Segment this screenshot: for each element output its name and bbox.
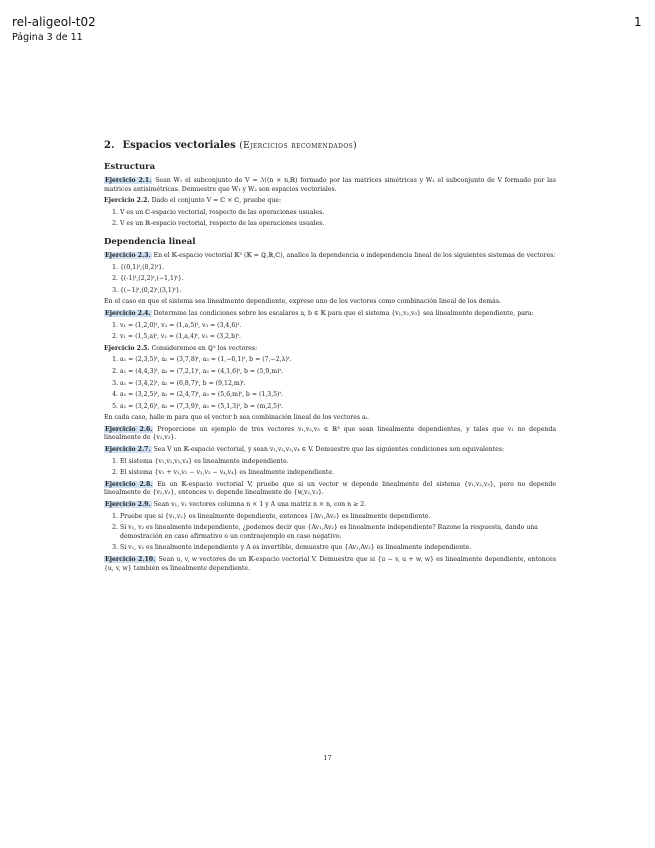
exercise-2-7 — [104, 446, 556, 455]
list-item: 1. Pruebe que si {v₁,v₂} es linealmente dependiente, entonces {Av₁,Av₂} es linealmente dependiente. — [120, 513, 556, 522]
exercise-2-9-list — [104, 513, 556, 553]
list-item: 2. Si v₁, v₂ es linealmente independiente, ¿podemos decir que {Av₁,Av₂} es linealmente independiente? Razone la respuesta, dando una demostración en caso afirmativo o un contraejemplo en caso negativo. — [120, 524, 556, 541]
list-item: 3. a₁ = (3,4,2)ᵗ, a₂ = (6,8,7)ᵗ, b = (9,12,m)ᵗ. — [120, 380, 556, 389]
subsection-dependencia: Dependencia lineal — [104, 236, 196, 247]
exercise-2-2 — [104, 197, 556, 206]
list-item: 5. a₁ = (3,2,6)ᵗ, a₂ = (7,3,9)ᵗ, a₃ = (5,1,3)ᵗ, b = (m,2,5)ᵗ. — [120, 403, 556, 412]
list-item: 3. Si v₁, v₂ es linealmente independiente y A es invertible, demuestre que {Av₁,Av₂} es linealmente independiente. — [120, 544, 556, 553]
exercise-2-6 — [104, 426, 556, 443]
list-item: 1. a₁ = (2,3,5)ᵗ, a₂ = (3,7,8)ᵗ, a₃ = (1,−6,1)ᵗ, b = (7,−2,λ)ᵗ. — [120, 356, 556, 365]
exercise-label: Ejercicio 2.3. — [105, 251, 151, 259]
exercise-2-8 — [104, 481, 556, 498]
document-title: rel-aligeol-t02 — [12, 15, 96, 29]
subsection-estructura: Estructura — [104, 162, 156, 172]
page-number: 1 — [634, 15, 642, 29]
list-item: 2. El sistema {v₁ + v₂,v₂ − v₃,v₃ − v₄,v₄} es linealmente independiente. — [120, 469, 556, 478]
exercise-2-4-list — [104, 322, 556, 342]
list-item: 1. {(0,1)ᵗ,(0,2)ᵗ}. — [120, 264, 556, 273]
exercise-2-7-list — [104, 458, 556, 478]
exercise-2-3 — [104, 252, 556, 261]
exercise-2-3-list — [104, 264, 556, 296]
exercise-2-10 — [104, 556, 556, 573]
exercise-text: En un 𝕂-espacio vectorial V, pruebe que si un vector w depende linealmente del sistema {v₁,v₂,v₃}, pero no depende linealmente de {v₂,v₃}, entonces v₁ depende linealmente de {w,v₂,v₃}. — [104, 480, 557, 497]
exercise-text: Sean v₁, v₂ vectores columna n × 1 y A una matriz n × n, con n ≥ 2. — [153, 501, 367, 509]
exercise-text: Dado el conjunto V = ℂ × ℂ, pruebe que: — [151, 197, 282, 205]
exercise-label: Ejercicio 2.5. — [104, 344, 150, 352]
exercise-text: Sean W₁ el subconjunto de V = ℳ(n × n,ℝ) formado por las matrices simétricas y W₂ el subconjunto de V formado por las matrices antisimétricas. Demuestre que W₁ y W₂ son espacios vectoriales. — [104, 177, 557, 193]
exercise-2-1 — [104, 177, 556, 194]
section-title: Espacios vectoriales — [122, 140, 236, 151]
section-heading — [104, 140, 556, 152]
exercise-label: Ejercicio 2.4. — [105, 309, 151, 317]
exercise-2-5-list — [104, 356, 556, 411]
list-item: 2. {(-1)ᵗ,(2,2)ᵗ,(−1,1)ᵗ}. — [120, 275, 556, 284]
list-item: 1. V es un ℂ-espacio vectorial, respecto de las operaciones usuales. — [120, 209, 556, 218]
exercise-label: Ejercicio 2.7. — [105, 446, 151, 454]
section-number: 2. — [104, 140, 115, 151]
section-tag: (Ejercicios recomendados) — [239, 141, 358, 151]
exercise-text: Consideremos en ℚ³ los vectores: — [151, 344, 258, 352]
exercise-label: Ejercicio 2.9. — [105, 501, 151, 509]
page-indicator: Página 3 de 11 — [12, 32, 83, 43]
exercise-label: Ejercicio 2.8. — [105, 480, 153, 488]
exercise-text: Proporcione un ejemplo de tres vectores v₁,v₂,v₃ ∈ ℝ³ que sean linealmente dependientes, y tales que v₁ no dependa linealmente de {v₂,v₃}. — [104, 425, 557, 442]
list-item: 1. v₁ = (1,2,0)ᵗ, v₂ = (1,a,5)ᵗ, v₃ = (3,4,6)ᵗ. — [120, 322, 556, 331]
paragraph: En el caso en que el sistema sea linealmente dependiente, exprese uno de los vectores como combinación lineal de los demás. — [104, 298, 501, 306]
list-item: 1. El sistema {v₁,v₂,v₃,v₄} es linealmente independiente. — [120, 458, 556, 467]
list-item: 2. V es un ℝ-espacio vectorial, respecto de las operaciones usuales. — [120, 220, 556, 229]
exercise-2-2-list — [104, 209, 556, 229]
exercise-text: Sea V un 𝕂-espacio vectorial, y sean v₁,v₂,v₃,v₄ ∈ V. Demuestre que las siguientes condiciones son equivalentes: — [153, 446, 505, 454]
list-item: 4. a₁ = (3,2,5)ᵗ, a₂ = (2,4,7)ᵗ, a₃ = (5,6,m)ᵗ, b = (1,3,5)ᵗ. — [120, 391, 556, 400]
exercise-2-9 — [104, 501, 556, 510]
exercise-text: Determine las condiciones sobre los escalares a, b ∈ 𝕂 para que el sistema {v₁,v₂,v₃} sea linealmente dependiente, para: — [153, 309, 534, 317]
document-page — [104, 140, 556, 576]
paragraph: En cada caso, halle m para que el vector b sea combinación lineal de los vectores aᵢ. — [104, 414, 369, 422]
exercise-text: Sean u, v, w vectores de un 𝕂-espacio vectorial V. Demuestre que si {u − v, u + w, w} es linealmente dependiente, entonces {u, v, w} también es linealmente dependiente. — [104, 556, 556, 572]
list-item: 3. {(−1)ᵗ,(0,2)ᵗ,(3,1)ᵗ}. — [120, 287, 556, 296]
exercise-label: Ejercicio 2.10. — [105, 556, 156, 563]
list-item: 2. a₁ = (4,4,3)ᵗ, a₂ = (7,2,1)ᵗ, a₃ = (4,1,6)ᵗ, b = (5,9,m)ᵗ. — [120, 368, 556, 377]
folio-number: 17 — [323, 754, 332, 762]
exercise-2-5 — [104, 345, 556, 354]
exercise-2-4 — [104, 310, 556, 319]
list-item: 2. v₁ = (1,5,a)ᵗ, v₂ = (1,a,4)ᵗ, v₃ = (3,2,b)ᵗ. — [120, 333, 556, 342]
exercise-label: Ejercicio 2.2. — [104, 197, 150, 205]
exercise-label: Ejercicio 2.1. — [105, 177, 152, 184]
exercise-text: En el 𝕂-espacio vectorial 𝕂³ (𝕂 = ℚ,ℝ,ℂ), analice la dependencia o independencia lineal de los siguientes sistemas de vectores: — [153, 251, 556, 259]
exercise-label: Ejercicio 2.6. — [105, 425, 153, 433]
